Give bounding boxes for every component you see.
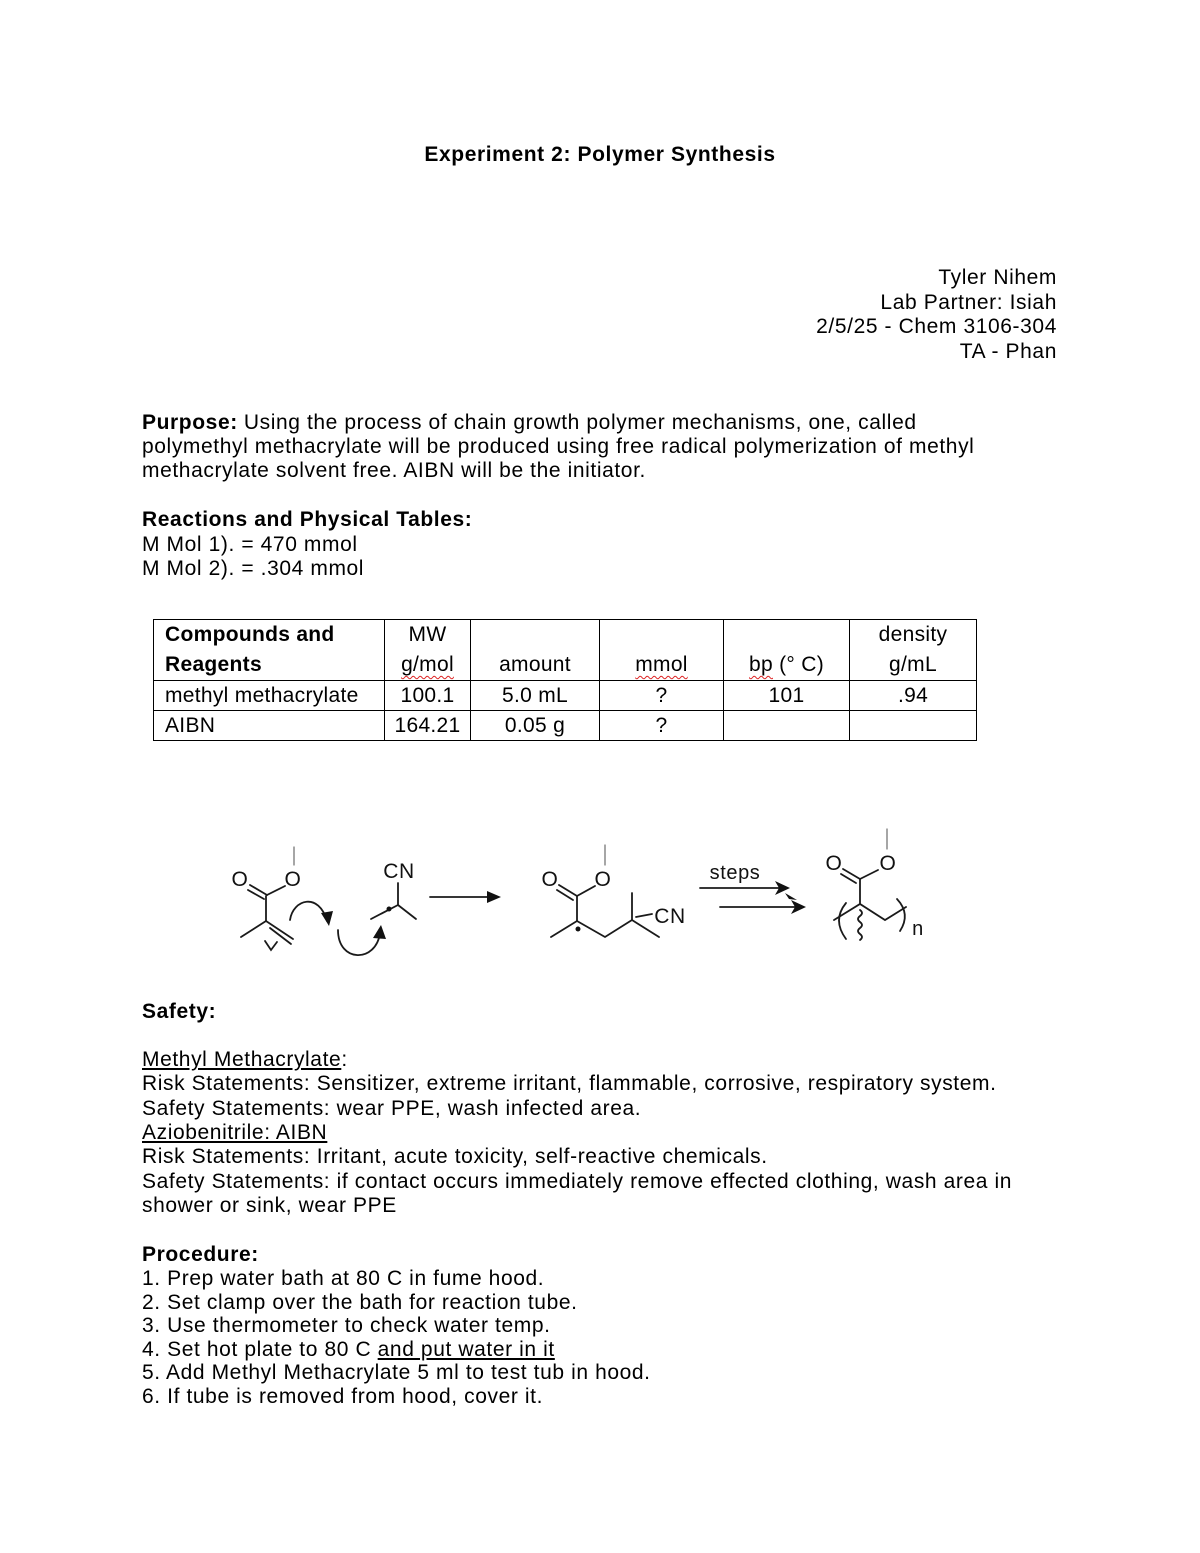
safety-section xyxy=(142,1048,1012,1218)
table-cell xyxy=(850,711,977,741)
table-cell: 5.0 mL xyxy=(471,681,600,711)
purpose-section xyxy=(142,411,974,483)
radical-dot-icon xyxy=(387,907,392,912)
polymer-backbone-bond xyxy=(834,904,906,920)
list-item: 3. Use thermometer to check water temp. xyxy=(142,1314,551,1338)
header-bp-abbrev: bp xyxy=(749,653,773,676)
radical-intermediate-structure xyxy=(542,845,686,937)
intermediate-ester-oxygen: O xyxy=(594,868,612,891)
intermediate-carbonyl-oxygen: O xyxy=(541,868,559,891)
header-density-line1: density xyxy=(878,623,948,646)
header-compounds-line2: Reagents xyxy=(165,653,262,676)
aibn-radical-structure xyxy=(371,860,416,919)
list-item-underlined: and put water in it xyxy=(377,1337,555,1361)
table-cell: AIBN xyxy=(154,711,385,741)
header-compounds xyxy=(154,620,385,681)
list-item: 2. Set clamp over the bath for reaction tube. xyxy=(142,1290,578,1314)
intermediate-ester-bond xyxy=(577,886,595,896)
intermediate-carbonyl-bond-a xyxy=(559,885,577,896)
steps-arrows xyxy=(700,862,806,914)
mma-monomer-structure xyxy=(232,847,386,955)
procedure-list xyxy=(142,1267,651,1409)
author-block xyxy=(816,266,1057,364)
purpose-line-3: methacrylate solvent free. AIBN will be the initiator. xyxy=(142,459,646,482)
list-item xyxy=(142,1338,651,1362)
mma-ester-bond xyxy=(267,886,285,895)
date-course: 2/5/25 - Chem 3106-304 xyxy=(816,315,1057,339)
header-amount xyxy=(471,620,600,681)
aibn-safety-statements-line-1: Safety Statements: if contact occurs immediately remove effected clothing, wash area in xyxy=(142,1169,1013,1193)
reaction-arrow xyxy=(430,891,501,903)
table-cell: 101 xyxy=(724,681,850,711)
table-header-row xyxy=(154,620,977,681)
purpose-label: Purpose: xyxy=(142,411,238,434)
arrow-head-accent-icon xyxy=(785,893,797,900)
mma-safety-title xyxy=(142,1048,1012,1072)
mma-carbonyl-oxygen: O xyxy=(231,868,249,891)
right-bracket-icon xyxy=(897,899,905,931)
curved-arrow-2-icon xyxy=(338,930,380,955)
header-mw xyxy=(385,620,471,681)
list-item-text: 4. Set hot plate to 80 C xyxy=(142,1337,378,1361)
mma-methyl-bond xyxy=(241,921,266,937)
table-cell: methyl methacrylate xyxy=(154,681,385,711)
purpose-line-2: polymethyl methacrylate will be produced using free radical polymerization of methyl xyxy=(142,435,975,458)
reactions-heading: Reactions and Physical Tables: xyxy=(142,508,473,531)
purpose-text: Using the process of chain growth polymer mechanisms, one, called xyxy=(243,411,917,434)
header-compounds-line1: Compounds and xyxy=(165,623,335,646)
table-cell: 100.1 xyxy=(385,681,471,711)
intermediate-methyl-bond xyxy=(551,921,577,937)
mmol-line-2: M Mol 2). = .304 mmol xyxy=(142,557,365,580)
table-cell xyxy=(724,711,850,741)
aibn-safety-title xyxy=(142,1121,1012,1145)
table-row xyxy=(154,681,977,711)
header-mw-line1: MW xyxy=(408,623,447,646)
intermediate-nitrile-label: CN xyxy=(654,905,686,928)
electron-push-arrow-icon xyxy=(265,941,277,950)
curved-arrow-1-icon xyxy=(290,902,327,921)
header-density xyxy=(850,620,977,681)
polymer-ester-oxygen: O xyxy=(879,852,897,875)
aibn-name: Aziobenitrile: AIBN xyxy=(142,1120,328,1144)
aibn-nitrile-label: CN xyxy=(383,860,415,883)
header-mmol xyxy=(600,620,724,681)
lab-partner: Lab Partner: Isiah xyxy=(880,290,1057,314)
purpose-line-1 xyxy=(142,411,974,435)
header-density-line2: g/mL xyxy=(889,653,937,676)
document-title: Experiment 2: Polymer Synthesis xyxy=(424,143,776,166)
list-item: 5. Add Methyl Methacrylate 5 ml to test tub in hood. xyxy=(142,1361,651,1385)
reactions-section xyxy=(142,508,472,582)
list-item: 1. Prep water bath at 80 C in fume hood. xyxy=(142,1267,545,1290)
aibn-safety-statements-line-2: shower or sink, wear PPE xyxy=(142,1193,397,1217)
table-row xyxy=(154,711,977,741)
wavy-bond-icon xyxy=(858,910,862,940)
mma-safety-statements: Safety Statements: wear PPE, wash infected area. xyxy=(142,1096,642,1120)
header-amount-line2: amount xyxy=(499,653,571,676)
table-cell: ? xyxy=(600,711,724,741)
physical-properties-table xyxy=(153,619,977,741)
header-mmol-line2: mmol xyxy=(635,653,688,676)
table-cell: 164.21 xyxy=(385,711,471,741)
table-cell: ? xyxy=(600,681,724,711)
teaching-assistant: TA - Phan xyxy=(959,339,1057,363)
arrow-right-icon xyxy=(487,891,501,903)
aibn-risk-statements: Risk Statements: Irritant, acute toxicity, self-reactive chemicals. xyxy=(142,1145,768,1169)
left-bracket-icon xyxy=(839,903,846,939)
list-item: 6. If tube is removed from hood, cover it. xyxy=(142,1384,544,1408)
aibn-methyl-bond-b xyxy=(398,905,416,919)
reaction-scheme xyxy=(0,820,1200,970)
repeat-unit-label: n xyxy=(912,918,924,940)
steps-label: steps xyxy=(709,862,761,884)
mma-name: Methyl Methacrylate xyxy=(142,1048,342,1071)
polymer-carbonyl-oxygen: O xyxy=(825,852,843,875)
author-name: Tyler Nihem xyxy=(938,266,1057,289)
pmma-polymer-structure xyxy=(826,829,924,940)
header-mw-line2: g/mol xyxy=(401,653,454,676)
intermediate-nitrile-bond xyxy=(636,914,652,917)
curved-arrow-1-head-icon xyxy=(321,911,333,926)
mma-ester-oxygen: O xyxy=(284,868,302,891)
safety-heading: Safety: xyxy=(142,1000,217,1023)
mma-risk-statements: Risk Statements: Sensitizer, extreme irritant, flammable, corrosive, respiratory system. xyxy=(142,1072,997,1096)
mmol-line-1: M Mol 1). = 470 mmol xyxy=(142,532,358,556)
table-cell: .94 xyxy=(850,681,977,711)
header-bp xyxy=(724,620,850,681)
procedure-heading: Procedure: xyxy=(142,1243,259,1266)
polymer-ester-bond xyxy=(860,870,878,879)
radical-dot-icon xyxy=(576,927,581,932)
intermediate-chain-bond xyxy=(577,920,632,937)
aibn-methyl-bond-a xyxy=(371,905,398,919)
curved-arrow-2-head-icon xyxy=(373,925,386,939)
header-bp-unit: (° C) xyxy=(772,653,824,676)
table-cell: 0.05 g xyxy=(471,711,600,741)
mma-name-suffix: : xyxy=(341,1048,348,1071)
